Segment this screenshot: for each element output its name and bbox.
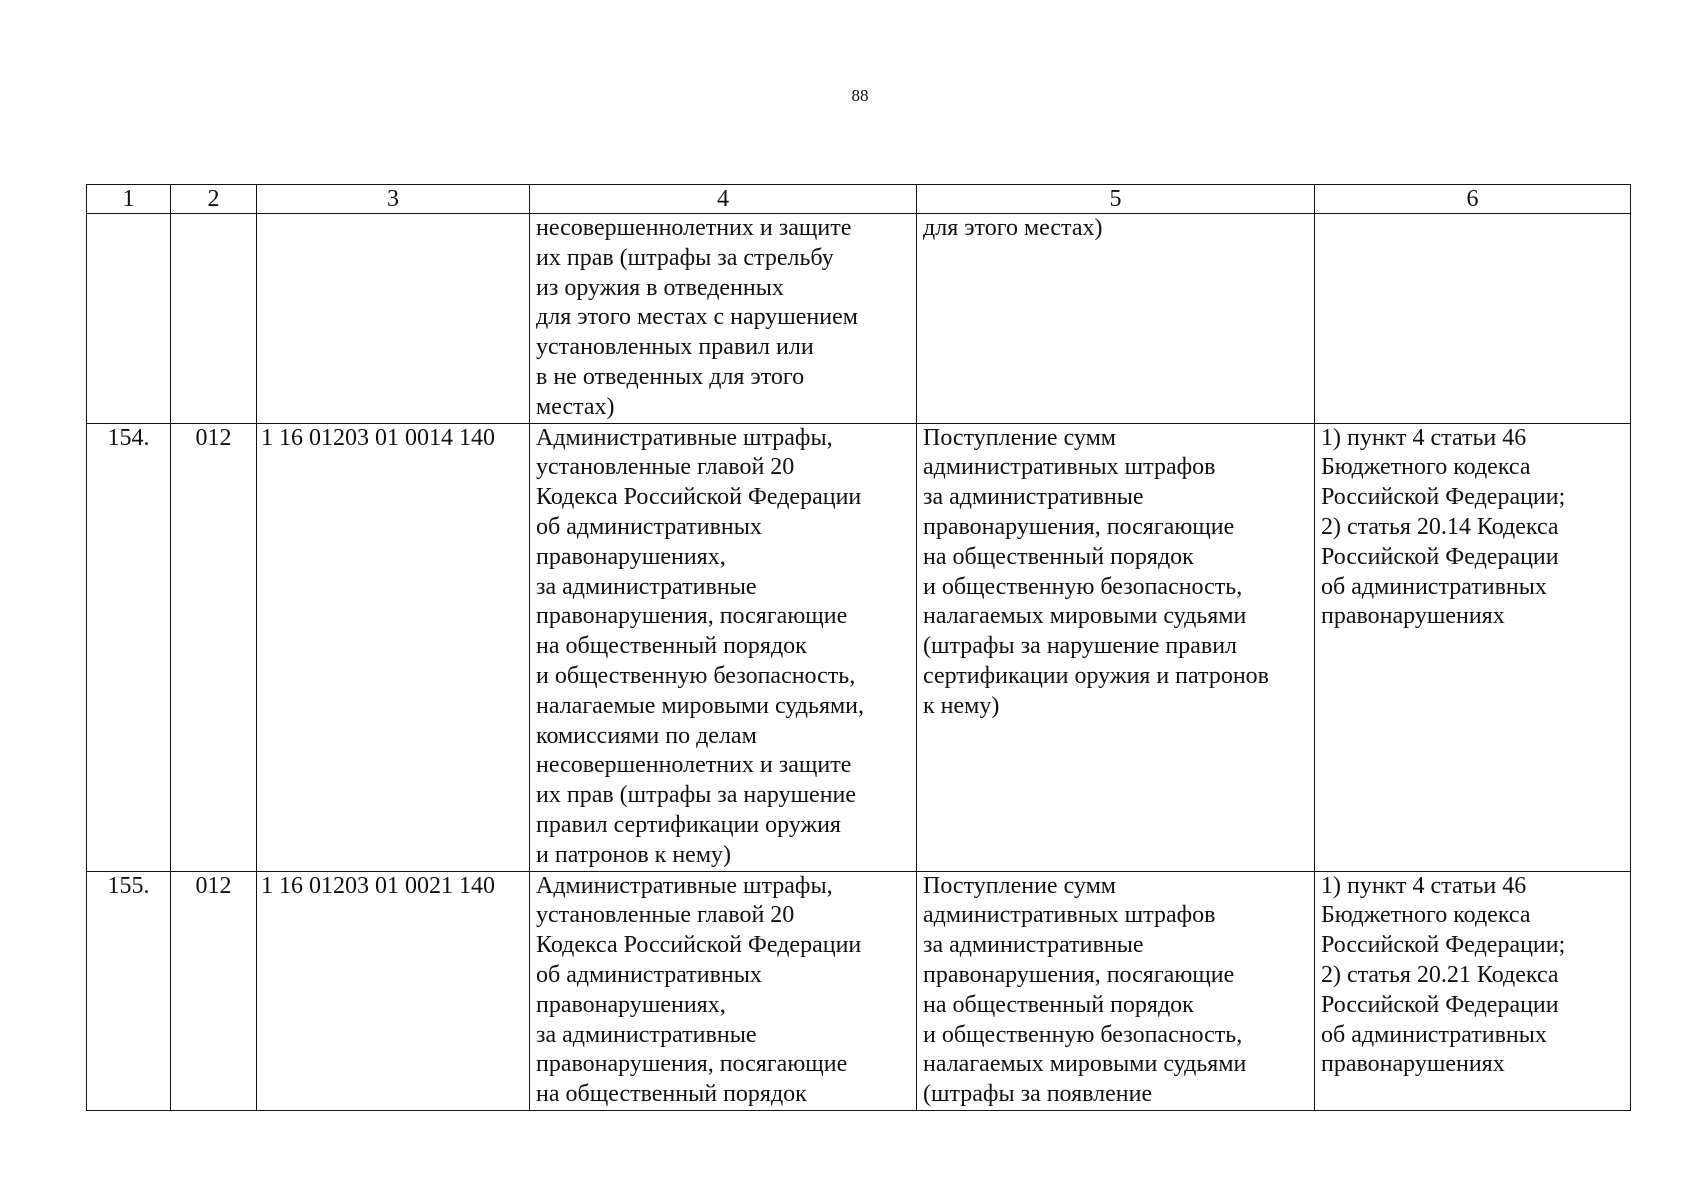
column-header-6: 6 (1315, 185, 1631, 214)
revenue-description-line: на общественный порядок (923, 543, 1194, 570)
revenue-name-line: налагаемые мировыми судьями, (536, 692, 865, 719)
legal-basis-line: Бюджетного кодекса (1321, 902, 1531, 929)
table-row (87, 214, 1631, 424)
revenue-description-line: Поступление сумм (923, 424, 1116, 451)
revenue-name-line: и патронов к нему) (536, 841, 732, 868)
revenue-name-line: комиссиями по делам (536, 722, 757, 749)
legal-basis-line: 2) статья 20.14 Кодекса (1321, 513, 1559, 540)
revenue-name-line: за административные (536, 1021, 757, 1048)
revenue-name-line: Кодекса Российской Федерации (536, 484, 862, 511)
revenue-classification-table (86, 184, 1631, 1111)
revenue-name-line: установленные главой 20 (536, 454, 795, 481)
revenue-name-line: местах) (536, 393, 615, 420)
revenue-name-line: Административные штрафы, (536, 872, 833, 899)
revenue-name-line: за административные (536, 573, 757, 600)
legal-basis-line: 2) статья 20.21 Кодекса (1321, 961, 1559, 988)
kbk-code-cell (257, 214, 530, 424)
legal-basis-line: Российской Федерации (1321, 991, 1559, 1018)
revenue-name-line: Административные штрафы, (536, 424, 833, 451)
revenue-description-line: налагаемых мировыми судьями (923, 1051, 1247, 1078)
column-header-5: 5 (917, 185, 1315, 214)
legal-basis-line: 1) пункт 4 статьи 46 (1321, 872, 1527, 899)
table-body (87, 214, 1631, 1111)
revenue-name-line: на общественный порядок (536, 1081, 807, 1108)
admin-code-cell (171, 214, 257, 424)
legal-basis-line: Российской Федерации; (1321, 484, 1566, 511)
revenue-description-cell (917, 871, 1315, 1110)
revenue-description-line: (штрафы за появление (923, 1081, 1153, 1108)
revenue-name-line: на общественный порядок (536, 633, 807, 660)
revenue-name-cell (530, 423, 917, 871)
revenue-description-line: административных штрафов (923, 902, 1216, 929)
row-number-cell: 154. (87, 423, 171, 871)
table-header-row (87, 185, 1631, 214)
legal-basis-line: правонарушениях (1321, 603, 1505, 630)
legal-basis-line: Российской Федерации; (1321, 932, 1566, 959)
revenue-name-cell (530, 214, 917, 424)
revenue-name-line: об административных (536, 513, 762, 540)
revenue-name-line: для этого местах с нарушением (536, 304, 858, 331)
revenue-name-cell (530, 871, 917, 1110)
revenue-description-line: за административные (923, 484, 1144, 511)
revenue-name-line: из оружия в отведенных (536, 274, 784, 301)
table-row (87, 423, 1631, 871)
kbk-code-cell: 1 16 01203 01 0021 140 (257, 871, 530, 1110)
revenue-description-line: за административные (923, 932, 1144, 959)
revenue-description-cell (917, 423, 1315, 871)
revenue-name-line: правонарушения, посягающие (536, 603, 848, 630)
column-header-4: 4 (530, 185, 917, 214)
revenue-description-line: налагаемых мировыми судьями (923, 603, 1247, 630)
legal-basis-line: Российской Федерации (1321, 543, 1559, 570)
row-number-cell (87, 214, 171, 424)
legal-basis-line: об административных (1321, 573, 1547, 600)
revenue-name-line: их прав (штрафы за нарушение (536, 782, 857, 809)
revenue-name-line: и общественную безопасность, (536, 662, 856, 689)
revenue-description-line: (штрафы за нарушение правил (923, 633, 1238, 660)
revenue-name-line: правонарушения, посягающие (536, 1051, 848, 1078)
revenue-description-line: правонарушения, посягающие (923, 513, 1235, 540)
legal-basis-cell (1315, 423, 1631, 871)
kbk-code-cell: 1 16 01203 01 0014 140 (257, 423, 530, 871)
revenue-description-line: для этого местах) (923, 215, 1103, 241)
revenue-name-line: их прав (штрафы за стрельбу (536, 244, 834, 271)
legal-basis-line: об административных (1321, 1021, 1547, 1048)
revenue-name-line: правил сертификации оружия (536, 811, 841, 838)
revenue-name-line: установленных правил или (536, 334, 814, 361)
revenue-description-line: к нему) (923, 692, 1000, 719)
row-number-cell: 155. (87, 871, 171, 1110)
revenue-description-line: на общественный порядок (923, 991, 1194, 1018)
column-header-1: 1 (87, 185, 171, 214)
legal-basis-cell (1315, 871, 1631, 1110)
revenue-name-line: правонарушениях, (536, 991, 726, 1018)
admin-code-cell: 012 (171, 871, 257, 1110)
page-number: 88 (851, 86, 869, 105)
revenue-name-line: правонарушениях, (536, 543, 726, 570)
legal-basis-cell (1315, 214, 1631, 424)
revenue-name-line: несовершеннолетних и защите (536, 752, 852, 779)
revenue-name-line: в не отведенных для этого (536, 363, 805, 390)
revenue-name-line: несовершеннолетних и защите (536, 215, 852, 241)
column-header-2: 2 (171, 185, 257, 214)
revenue-description-line: и общественную безопасность, (923, 573, 1243, 600)
revenue-description-line: правонарушения, посягающие (923, 961, 1235, 988)
legal-basis-line: правонарушениях (1321, 1051, 1505, 1078)
revenue-name-line: установленные главой 20 (536, 902, 795, 929)
admin-code-cell: 012 (171, 423, 257, 871)
revenue-name-line: об административных (536, 961, 762, 988)
legal-basis-line: Бюджетного кодекса (1321, 454, 1531, 481)
table-row (87, 871, 1631, 1110)
legal-basis-line: 1) пункт 4 статьи 46 (1321, 424, 1527, 451)
revenue-description-line: сертификации оружия и патронов (923, 662, 1269, 689)
revenue-name-line: Кодекса Российской Федерации (536, 932, 862, 959)
revenue-description-cell (917, 214, 1315, 424)
revenue-description-line: Поступление сумм (923, 872, 1116, 899)
column-header-3: 3 (257, 185, 530, 214)
revenue-description-line: и общественную безопасность, (923, 1021, 1243, 1048)
revenue-description-line: административных штрафов (923, 454, 1216, 481)
